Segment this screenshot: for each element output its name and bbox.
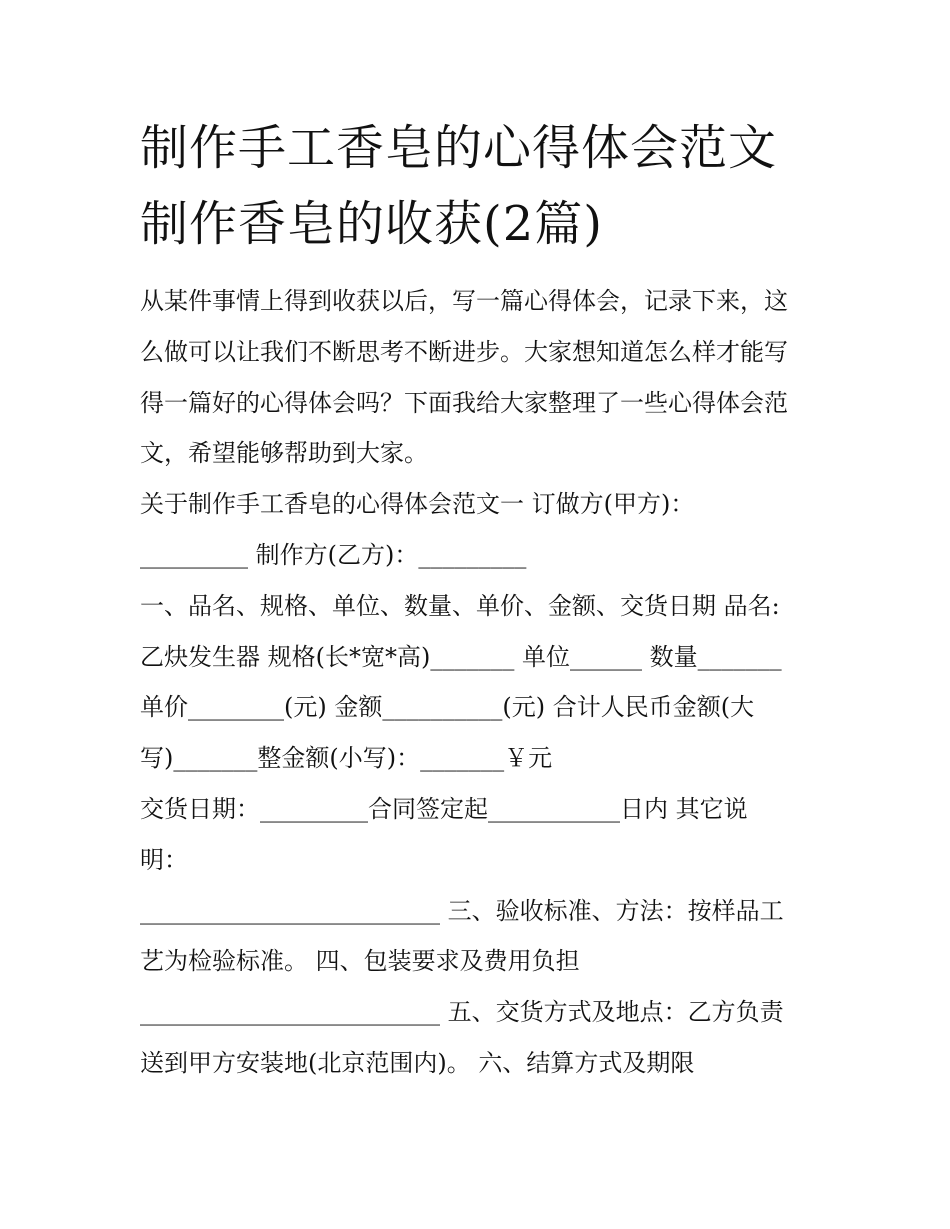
contract-line-4: 乙炔发生器 规格(长*宽*高)_______ 单位______ 数量_______ (140, 642, 782, 671)
contract-line-5: 单价________(元) 金额__________(元) 合计人民币金额(大 (140, 693, 755, 722)
contract-line-9: _________________________ 三、验收标准、方法：按样品工 (140, 896, 784, 925)
intro-line-1: 从某件事情上得到收获以后，写一篇心得体会，记录下来，这 (140, 287, 788, 315)
title-line-1: 制作手工香皂的心得体会范文 (140, 120, 778, 176)
contract-line-6: 写)_______整金额(小写)：_______￥元 (140, 744, 553, 773)
contract-line-10: 艺为检验标准。 四、包装要求及费用负担 (140, 947, 580, 976)
contract-line-2: _________ 制作方(乙方)：_________ (140, 540, 527, 569)
title-line-2: 制作香皂的收获(2篇) (140, 196, 603, 252)
contract-line-8: 明： (140, 845, 188, 874)
document-title (140, 110, 840, 262)
intro-line-2: 么做可以让我们不断思考不断进步。大家想知道怎么样才能写 (140, 337, 788, 366)
contract-paragraph (140, 479, 830, 1089)
intro-line-4: 文，希望能够帮助到大家。 (140, 439, 428, 468)
intro-line-3: 得一篇好的心得体会吗？下面我给大家整理了一些心得体会范 (140, 388, 788, 417)
contract-line-3: 一、品名、规格、单位、数量、单价、金额、交货日期 品名: (140, 591, 780, 620)
contract-line-7: 交货日期：_________合同签定起___________日内 其它说 (140, 794, 748, 823)
document-body (140, 276, 830, 1089)
contract-line-11: _________________________ 五、交货方式及地点：乙方负责 (140, 998, 784, 1027)
intro-paragraph (140, 276, 830, 479)
contract-line-12: 送到甲方安装地(北京范围内)。 六、结算方式及期限 (140, 1048, 695, 1077)
contract-line-1: 关于制作手工香皂的心得体会范文一 订做方(甲方)： (140, 490, 695, 519)
